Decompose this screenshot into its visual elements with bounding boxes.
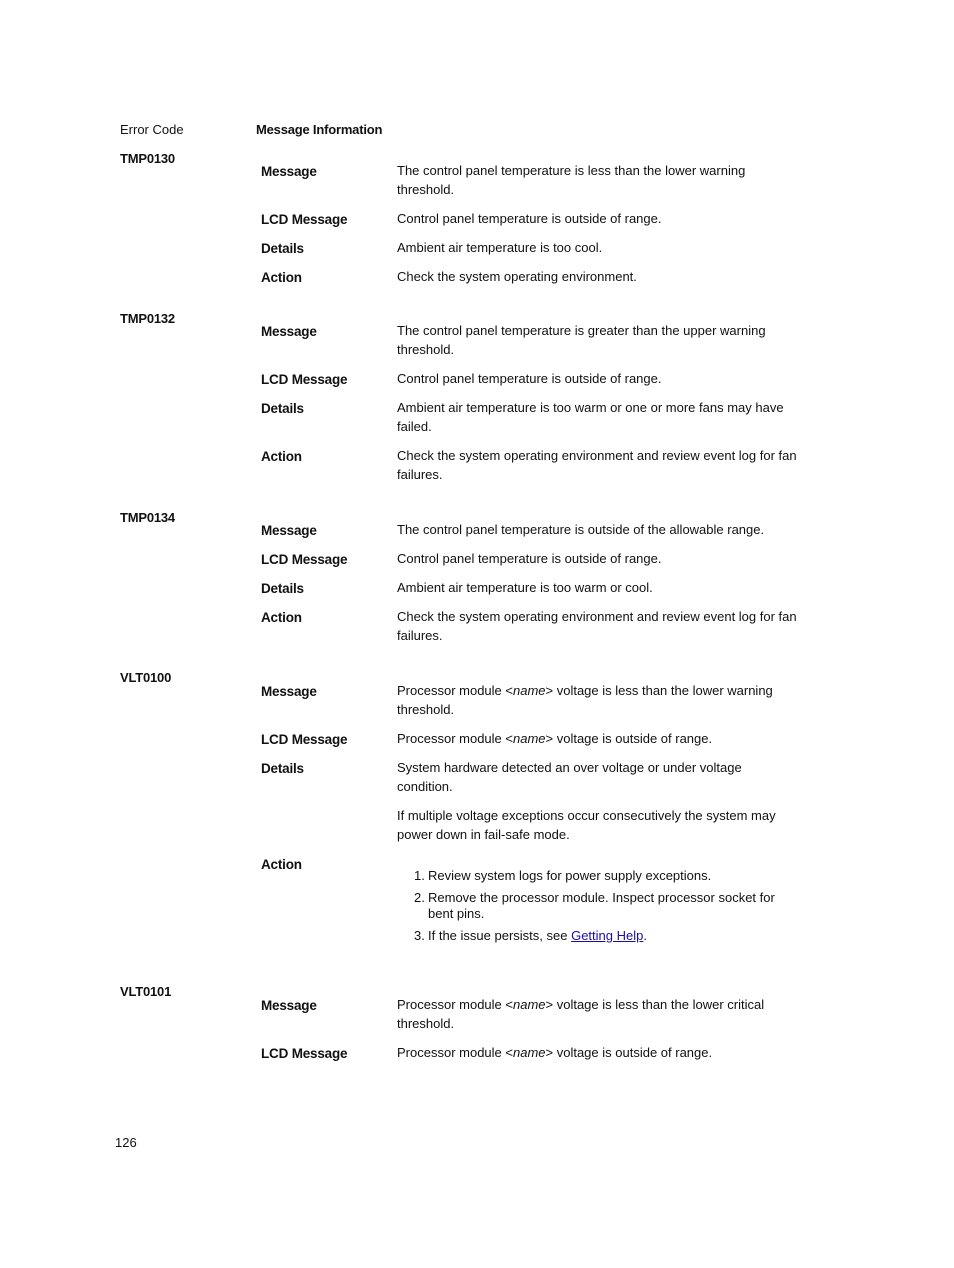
details-label: Details [261,761,304,776]
lcd-message-text [397,729,712,748]
action-text: Check the system operating environment. [397,269,637,284]
message-text: The control panel temperature is less than the lower warning [397,163,746,178]
action-text-continued: failures. [397,467,443,482]
lcd-suffix: > voltage is outside of range. [545,1045,713,1060]
lcd-message-text: Control panel temperature is outside of range. [397,551,662,566]
step-number: 3. [414,928,425,943]
name-placeholder: name [512,997,546,1012]
message-text-continued: threshold. [397,702,455,717]
message-prefix: Processor module < [397,997,513,1012]
action-label: Action [261,857,302,872]
message-text [397,681,773,700]
lcd-message-text: Control panel temperature is outside of range. [397,371,662,386]
details-label: Details [261,241,304,256]
details-text-continued: failed. [397,419,432,434]
error-code: VLT0100 [120,670,172,685]
action-label: Action [261,449,302,464]
message-text-continued: threshold. [397,182,455,197]
action-label: Action [261,270,302,285]
message-label: Message [261,324,317,339]
message-text: The control panel temperature is outside of the allowable range. [397,522,765,537]
action-text: Check the system operating environment and review event log for fan [397,448,797,463]
step-number: 2. [414,890,425,905]
lcd-message-label: LCD Message [261,552,348,567]
details-second-paragraph: If multiple voltage exceptions occur consecutively the system may [397,808,776,823]
message-label: Message [261,164,317,179]
error-code: TMP0134 [120,510,175,525]
details-text: Ambient air temperature is too cool. [397,240,603,255]
step-text-end: . [643,928,647,943]
list-item [397,928,817,944]
step-text: Remove the processor module. Inspect processor socket for [428,890,775,905]
lcd-message-label: LCD Message [261,372,348,387]
name-placeholder: name [512,1045,546,1060]
lcd-message-label: LCD Message [261,212,348,227]
step-text-continued: bent pins. [428,906,485,921]
details-text: Ambient air temperature is too warm or one or more fans may have [397,400,784,415]
details-text-continued: condition. [397,779,453,794]
step-number: 1. [414,868,425,883]
list-item [397,890,817,922]
message-label: Message [261,523,317,538]
error-code: TMP0132 [120,311,175,326]
details-label: Details [261,581,304,596]
lcd-message-text: Control panel temperature is outside of range. [397,211,662,226]
lcd-message-label: LCD Message [261,732,348,747]
message-text-continued: threshold. [397,1016,455,1031]
details-text: Ambient air temperature is too warm or cool. [397,580,653,595]
step-text: If the issue persists, see [428,928,572,943]
details-text: System hardware detected an over voltage or under voltage [397,760,742,775]
action-steps-list [397,868,817,950]
details-second-paragraph-continued: power down in fail-safe mode. [397,827,570,842]
column-header-error-code: Error Code [120,122,184,137]
action-text-continued: failures. [397,628,443,643]
message-text [397,995,764,1014]
name-placeholder: name [512,731,546,746]
lcd-message-text [397,1043,712,1062]
error-code: VLT0101 [120,984,172,999]
list-item [397,868,817,884]
lcd-prefix: Processor module < [397,731,513,746]
lcd-prefix: Processor module < [397,1045,513,1060]
details-label: Details [261,401,304,416]
column-header-message-information: Message Information [256,122,383,137]
action-label: Action [261,610,302,625]
message-label: Message [261,998,317,1013]
message-label: Message [261,684,317,699]
name-placeholder: name [512,683,546,698]
message-suffix: > voltage is less than the lower critical [545,997,765,1012]
page-number: 126 [115,1135,137,1150]
message-suffix: > voltage is less than the lower warning [545,683,773,698]
message-text: The control panel temperature is greater than the upper warning [397,323,766,338]
action-text: Check the system operating environment and review event log for fan [397,609,797,624]
getting-help-link[interactable]: Getting Help [571,928,644,943]
error-code: TMP0130 [120,151,175,166]
message-text-continued: threshold. [397,342,455,357]
message-prefix: Processor module < [397,683,513,698]
lcd-message-label: LCD Message [261,1046,348,1061]
lcd-suffix: > voltage is outside of range. [545,731,713,746]
step-text: Review system logs for power supply exceptions. [428,868,712,883]
